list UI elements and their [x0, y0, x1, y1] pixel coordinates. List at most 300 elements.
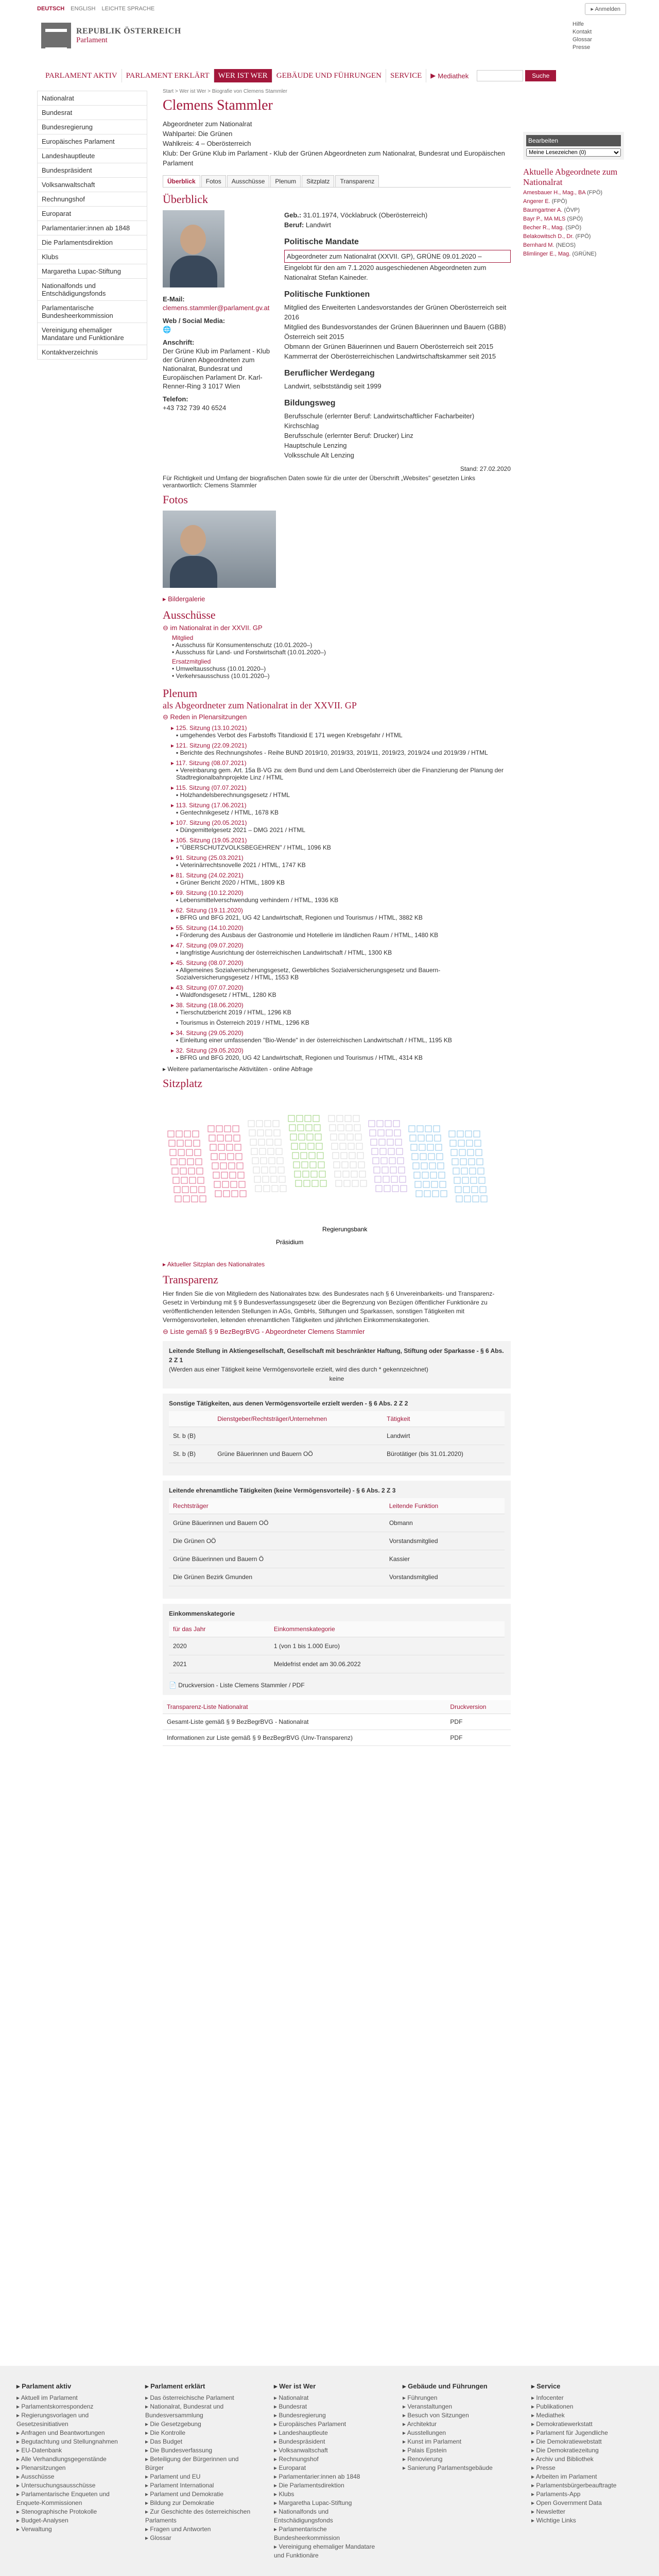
footer-link[interactable]: ▸ Bildung zur Demokratie	[145, 2499, 215, 2506]
table-row	[169, 1445, 505, 1463]
session-item	[163, 1047, 511, 1061]
footer-link[interactable]: ▸ Landeshauptleute	[274, 2429, 328, 2436]
session-date[interactable]: ▸ 38. Sitzung (18.06.2020)	[171, 1002, 244, 1009]
session-date[interactable]: ▸ 107. Sitzung (20.05.2021)	[171, 819, 247, 826]
gallery-link[interactable]: ▸ Bildergalerie	[163, 595, 511, 603]
table-header: Einkommenskategorie	[270, 1621, 505, 1637]
session-desc[interactable]: ▪ BFRG und BFG 2021, UG 42 Landwirtschaft, Regionen und Tourismus / HTML, 3882 KB	[176, 914, 423, 921]
session-date[interactable]: ▸ 121. Sitzung (22.09.2021)	[171, 742, 247, 749]
footer-link[interactable]: ▸ Volksanwaltschaft	[274, 2447, 328, 2454]
seat	[306, 1125, 312, 1131]
footer-link[interactable]: ▸ Parlament und Demokratie	[145, 2490, 224, 2498]
session-desc[interactable]: ▪ Grüner Bericht 2020 / HTML, 1809 KB	[176, 879, 285, 886]
session-date[interactable]: ▸ 43. Sitzung (07.07.2020)	[171, 984, 244, 991]
seat	[267, 1139, 273, 1145]
footer-link[interactable]: ▸ Verwaltung	[16, 2526, 52, 2533]
footer-link[interactable]: ▸ EU-Datenbank	[16, 2447, 62, 2454]
seat	[354, 1125, 360, 1131]
session-desc[interactable]: ▪ Veterinärrechtsnovelle 2021 / HTML, 1747 KB	[176, 861, 306, 869]
footer-link[interactable]: ▸ Mediathek	[531, 2412, 565, 2419]
footer-link[interactable]: ▸ Fragen und Antworten	[145, 2526, 211, 2533]
footer-link[interactable]: ▸ Open Government Data	[531, 2499, 602, 2506]
gallery-photo[interactable]	[163, 511, 276, 588]
member-link[interactable]: Bernhard M. (NEOS)	[523, 242, 576, 248]
footer-link[interactable]: ▸ Das österreichische Parlament	[145, 2394, 234, 2401]
footer-link[interactable]: ▸ Stenographische Protokolle	[16, 2508, 97, 2515]
nav-parlament-aktiv[interactable]: PARLAMENT AKTIV	[41, 69, 122, 82]
mediathek-link[interactable]: ▶ Mediathek	[430, 72, 469, 80]
seat	[237, 1163, 243, 1169]
leftnav-item[interactable]: Bundespräsident	[37, 163, 147, 178]
session-item	[163, 1002, 511, 1016]
page-title: Clemens Stammler	[163, 97, 273, 113]
footer-heading[interactable]: ▸ Service	[531, 2382, 561, 2390]
session-desc[interactable]: ▪ Holzhandelsberechnungsgesetz / HTML	[176, 791, 290, 799]
footer-link[interactable]: ▸ Veranstaltungen	[403, 2403, 453, 2410]
footer-link[interactable]: ▸ Ausschüsse	[16, 2473, 55, 2480]
footer-link[interactable]: ▸ Beteiligung der Bürgerinnen und Bürger	[145, 2455, 239, 2471]
leftnav-item[interactable]: Die Parlamentsdirektion	[37, 235, 147, 250]
footer-link[interactable]: ▸ Glossar	[145, 2534, 171, 2541]
seat	[395, 1139, 402, 1145]
footer-link[interactable]: ▸ Renovierung	[403, 2455, 443, 2463]
session-desc[interactable]: ▪ Vereinbarung gem. Art. 15a B-VG zw. dem Bund und dem Land Oberösterreich über die Finanzierung der Planung der Stadtregionalbahnprojekte Linz / HTML	[176, 767, 504, 781]
seat	[300, 1143, 306, 1149]
seat	[262, 1167, 268, 1173]
globe-icon[interactable]: 🌐	[163, 326, 171, 333]
session-date[interactable]: ▸ 34. Sitzung (29.05.2020)	[171, 1029, 244, 1037]
session-item	[163, 724, 511, 739]
member-link[interactable]: Bayr P., MA MLS (SPÖ)	[523, 216, 583, 222]
seat	[349, 1153, 355, 1159]
seat	[177, 1140, 183, 1146]
footer-heading[interactable]: ▸ Gebäude und Führungen	[403, 2382, 488, 2390]
seat	[169, 1140, 175, 1146]
seat	[473, 1196, 479, 1202]
footer-link[interactable]: ▸ Nationalfonds und Entschädigungsfonds	[274, 2508, 333, 2524]
footer-link[interactable]: ▸ Untersuchungsausschüsse	[16, 2482, 96, 2489]
table-header: Druckversion	[446, 1700, 511, 1714]
seat	[218, 1144, 224, 1150]
seat	[356, 1143, 362, 1149]
footer-link[interactable]: ▸ Publikationen	[531, 2403, 574, 2410]
footer-link[interactable]: ▸ Alle Verhandlungsgegenstände	[16, 2455, 107, 2463]
session-date[interactable]: ▸ 125. Sitzung (13.10.2021)	[171, 724, 247, 732]
footer-link[interactable]: ▸ Klubs	[274, 2490, 294, 2498]
seat	[394, 1130, 401, 1136]
session-date[interactable]: ▸ 113. Sitzung (17.06.2021)	[171, 802, 247, 809]
table-row	[163, 1714, 511, 1730]
seat	[254, 1176, 261, 1182]
seat	[215, 1191, 221, 1197]
seat	[314, 1125, 320, 1131]
seat	[219, 1154, 226, 1160]
sessions-list	[163, 724, 511, 1061]
seat	[240, 1191, 246, 1197]
service-links	[573, 21, 592, 52]
print-link[interactable]: 📄 Druckversion - Liste Clemens Stammler / PDF	[169, 1682, 305, 1689]
seat	[353, 1115, 359, 1122]
member-link[interactable]: Blimlinger E., Mag. (GRÜNE)	[523, 251, 597, 257]
seat	[415, 1181, 421, 1188]
seat	[382, 1167, 388, 1173]
search-input[interactable]	[477, 70, 523, 81]
seat	[197, 1168, 203, 1174]
seat	[441, 1191, 447, 1197]
seat	[475, 1140, 481, 1146]
session-date[interactable]: ▸ 91. Sitzung (25.03.2021)	[171, 854, 244, 861]
footer-link[interactable]: ▸ Zur Geschichte des österreichischen Parlaments	[145, 2508, 251, 2524]
footer-link[interactable]: ▸ Europäisches Parlament	[274, 2420, 346, 2428]
tab-transparency[interactable]: Transparenz	[335, 175, 379, 187]
seat	[261, 1158, 267, 1164]
seat	[417, 1126, 423, 1132]
seat	[265, 1121, 271, 1127]
bookmarks-select[interactable]	[526, 148, 621, 157]
seat-plan	[163, 1097, 492, 1252]
seat	[388, 1148, 394, 1155]
table-header	[169, 1411, 213, 1427]
tab-plenum[interactable]: Plenum	[270, 175, 301, 187]
breadcrumb: Start > Wer ist Wer > Biografie von Clemens Stammler	[163, 89, 287, 94]
session-date[interactable]: ▸ 62. Sitzung (19.11.2020)	[171, 907, 243, 914]
session-desc[interactable]: ▪ Allgemeines Sozialversicherungsgesetz, Gewerbliches Sozialversicherungsgesetz und Bauern-Sozialversicherungsgesetz / HTML, 1553 KB	[176, 967, 441, 981]
session-desc[interactable]: ▪ umgehendes Verbot des Farbstoffs Titandioxid E 171 wegen Krebsgefahr / HTML	[176, 732, 403, 739]
table-header: für das Jahr	[169, 1621, 270, 1637]
email-link[interactable]: clemens.stammler@parlament.gv.at	[163, 304, 270, 312]
seat	[378, 1130, 384, 1136]
leftnav-item[interactable]: Kontaktverzeichnis	[37, 345, 147, 360]
seat	[276, 1148, 282, 1155]
session-item	[163, 1019, 511, 1026]
footer-link[interactable]: ▸ Presse	[531, 2464, 556, 2471]
seat	[431, 1181, 438, 1188]
seat	[234, 1135, 240, 1141]
lang-easy[interactable]: LEICHTE SPRACHE	[101, 6, 155, 12]
table-row	[169, 1550, 505, 1568]
session-date[interactable]: ▸ 69. Sitzung (10.12.2020)	[171, 889, 244, 896]
seat	[259, 1148, 266, 1155]
footer-link[interactable]: ▸ Führungen	[403, 2394, 438, 2401]
leftnav-item[interactable]: Landeshauptleute	[37, 149, 147, 163]
tab-seat[interactable]: Sitzplatz	[302, 175, 334, 187]
session-desc[interactable]: ▪ Tourismus in Österreich 2019 / HTML, 1296 KB	[176, 1019, 309, 1026]
leftnav-item[interactable]: Bundesrat	[37, 106, 147, 120]
leftnav-item[interactable]: Europäisches Parlament	[37, 134, 147, 149]
footer-link[interactable]: ▸ Parlaments-App	[531, 2490, 581, 2498]
seat	[310, 1162, 316, 1168]
footer-link[interactable]: ▸ Budget-Analysen	[16, 2517, 68, 2524]
session-date[interactable]: ▸ 47. Sitzung (09.07.2020)	[171, 942, 244, 949]
session-item	[163, 889, 511, 904]
footer-link[interactable]: ▸ Begutachtung und Stellungnahmen	[16, 2438, 118, 2445]
session-date[interactable]: ▸ 45. Sitzung (08.07.2020)	[171, 959, 244, 967]
seat	[312, 1180, 318, 1187]
table-cell: 2020	[169, 1637, 270, 1655]
footer-heading[interactable]: ▸ Wer ist Wer	[274, 2382, 316, 2390]
seat	[233, 1126, 239, 1132]
seat	[480, 1187, 486, 1193]
session-item	[163, 837, 511, 851]
session-desc[interactable]: ▪ Förderung des Ausbaus der Gastronomie und Hotellerie im ländlichen Raum / HTML, 1480 KB	[176, 931, 439, 939]
government-bench-label: Regierungsbank	[322, 1226, 368, 1233]
footer-link[interactable]: ▸ Parlament für Jugendliche	[531, 2429, 608, 2436]
footer-link[interactable]: ▸ Bundesrat	[274, 2403, 307, 2410]
seat	[273, 1121, 279, 1127]
seat	[181, 1177, 187, 1183]
footer-link[interactable]: ▸ Wichtige Links	[531, 2517, 576, 2524]
language-switch	[37, 6, 154, 12]
footer-link[interactable]: ▸ Bundesregierung	[274, 2412, 326, 2419]
footer-link[interactable]: ▸ Die Demokratiewebstatt	[531, 2438, 602, 2445]
member-link[interactable]: Amesbauer H., Mag., BA (FPÖ)	[523, 190, 603, 196]
seat	[226, 1135, 232, 1141]
overview-title: Überblick	[163, 193, 208, 206]
footer-link[interactable]: ▸ Margaretha Lupac-Stiftung	[274, 2499, 352, 2506]
seat	[308, 1143, 314, 1149]
seat	[419, 1144, 425, 1150]
seat	[297, 1115, 303, 1122]
footer-link[interactable]: ▸ Nationalrat	[274, 2394, 309, 2401]
footer-link[interactable]: ▸ Architektur	[403, 2420, 437, 2428]
help-link[interactable]: Hilfe	[573, 21, 584, 27]
session-desc[interactable]: ▪ langfristige Ausrichtung der österreichischen Landwirtschaft / HTML, 1300 KB	[176, 949, 392, 956]
phone: +43 732 739 40 6524	[163, 404, 227, 412]
leftnav-item[interactable]: Margaretha Lupac-Stiftung	[37, 264, 147, 279]
leftnav-item[interactable]: Rechnungshof	[37, 192, 147, 207]
seat	[397, 1158, 404, 1164]
speeches-toggle[interactable]: ⊖ Reden in Plenarsitzungen	[163, 713, 247, 721]
footer-link[interactable]: ▸ Die Gesetzgebung	[145, 2420, 201, 2428]
session-desc[interactable]: ▪ BFRG und BFG 2020, UG 42 Landwirtschaft, Regionen und Tourismus / HTML, 4314 KB	[176, 1054, 423, 1061]
seat	[416, 1191, 422, 1197]
footer-link[interactable]: ▸ Parlamentarische Enqueten und Enquete-Kommissionen	[16, 2490, 110, 2506]
footer-link[interactable]: ▸ Demokratiewerkstatt	[531, 2420, 593, 2428]
nav-parlament-erklaert[interactable]: PARLAMENT ERKLÄRT	[122, 69, 214, 82]
seat	[274, 1130, 280, 1136]
nav-service[interactable]: SERVICE	[386, 69, 426, 82]
footer-link[interactable]: ▸ Arbeiten im Parlament	[531, 2473, 597, 2480]
session-date[interactable]: ▸ 115. Sitzung (07.07.2021)	[171, 784, 247, 791]
bookmarks-edit[interactable]: Bearbeiten	[526, 135, 621, 146]
leftnav-item[interactable]: Parlamentarische Bundesheerkommission	[37, 301, 147, 323]
leftnav-item[interactable]: Vereinigung ehemaliger Mandatare und Funktionäre	[37, 323, 147, 345]
seat	[335, 1171, 341, 1177]
seat	[196, 1159, 202, 1165]
footer-link[interactable]: ▸ Newsletter	[531, 2508, 566, 2515]
seat	[430, 1172, 437, 1178]
footer-link[interactable]: ▸ Archiv und Bibliothek	[531, 2455, 594, 2463]
member-link[interactable]: Belakowitsch D., Dr. (FPÖ)	[523, 233, 591, 240]
seat	[422, 1172, 428, 1178]
current-members-list	[523, 189, 624, 258]
leftnav-item[interactable]: Europarat	[37, 207, 147, 221]
glossary-link[interactable]: Glossar	[573, 37, 592, 43]
seat	[420, 1154, 426, 1160]
footer-link[interactable]: ▸ Parlamentskorrespondenz	[16, 2403, 94, 2410]
table-cell: Obmann	[385, 1514, 505, 1532]
footer-link[interactable]: ▸ Infocenter	[531, 2394, 564, 2401]
session-desc[interactable]: ▪ Einleitung einer umfassenden "Bio-Wende" in der österreichischen Landwirtschaft / HTML, 1195 KB	[176, 1037, 452, 1044]
footer-heading[interactable]: ▸ Parlament aktiv	[16, 2382, 72, 2390]
footer-link[interactable]: ▸ Die Demokratiezeitung	[531, 2447, 599, 2454]
footer-link[interactable]: ▸ Bundespräsident	[274, 2438, 325, 2445]
seat	[185, 1140, 192, 1146]
seat	[346, 1125, 352, 1131]
session-date[interactable]: ▸ 117. Sitzung (08.07.2021)	[171, 759, 247, 767]
footer-link[interactable]: ▸ Parlamentsbürgerbeauftragte	[531, 2482, 617, 2489]
tab-overview[interactable]: Überblick	[163, 175, 200, 187]
member-link[interactable]: Becher R., Mag. (SPÖ)	[523, 225, 582, 231]
seat	[309, 1153, 315, 1159]
session-date[interactable]: ▸ 81. Sitzung (24.02.2021)	[171, 872, 244, 879]
footer-link[interactable]: ▸ Die Kontrolle	[145, 2429, 186, 2436]
leftnav-item[interactable]: Volksanwaltschaft	[37, 178, 147, 192]
seat	[375, 1176, 381, 1182]
footer-link[interactable]: ▸ Parlament International	[145, 2482, 214, 2489]
session-item	[163, 959, 511, 981]
seat	[347, 1134, 353, 1140]
seat	[425, 1126, 431, 1132]
seat	[389, 1158, 395, 1164]
footer-link[interactable]: ▸ Europarat	[274, 2464, 306, 2471]
session-desc[interactable]: ▪ "ÜBERSCHUTZVOLKSBEGEHREN" / HTML, 1096 KB	[176, 844, 331, 851]
session-date[interactable]: ▸ 105. Sitzung (19.05.2021)	[171, 837, 247, 844]
left-nav	[37, 91, 147, 360]
footer-link[interactable]: ▸ Sanierung Parlamentsgebäude	[403, 2464, 493, 2471]
seat	[462, 1177, 469, 1183]
seat	[299, 1134, 305, 1140]
footer-link[interactable]: ▸ Rechnungshof	[274, 2455, 319, 2463]
tab-committees[interactable]: Ausschüsse	[227, 175, 270, 187]
footer-link[interactable]: ▸ Parlamentarische Bundesheerkommission	[274, 2526, 340, 2541]
session-desc[interactable]: ▪ Tierschutzbericht 2019 / HTML, 1296 KB	[176, 1009, 291, 1016]
session-desc[interactable]: ▪ Düngemittelgesetz 2021 – DMG 2021 / HTML	[176, 826, 306, 834]
footer-link[interactable]: ▸ Die Bundesverfassung	[145, 2447, 213, 2454]
footer-link[interactable]: ▸ Parlamentarier:innen ab 1848	[274, 2473, 360, 2480]
seat	[266, 1130, 272, 1136]
address: Der Grüne Klub im Parlament - Klub der Grünen Abgeordneten zum Nationalrat, Bundesrat und Europäischen Parlament Dr. Karl-Renner-Ring 3 1017 Wien	[163, 347, 270, 390]
top-bar	[0, 0, 659, 18]
seat	[277, 1158, 283, 1164]
table-cell: Informationen zur Liste gemäß § 9 BezBegrBVG (Unv-Transparenz)	[163, 1730, 446, 1746]
footer-link[interactable]: ▸ Das Budget	[145, 2438, 183, 2445]
seat	[355, 1134, 361, 1140]
seat	[393, 1121, 400, 1127]
seat	[199, 1187, 205, 1193]
right-sidebar: Bearbeiten Meine Lesezeichen (0) Aktuelle Abgeordnete zum Nationalrat Amesbauer H., Mag., BA (FPÖ) Angerer E. (FPÖ) Baumgartner A. (ÖVP) Bayr P., MA MLS (SPÖ) Becher R., Mag. (SPÖ) Belakowitsch D., Dr. (FPÖ) Bernhard M. (NEOS) Blimlinger E., Mag. (GRÜNE)	[523, 132, 624, 259]
seat-plan-link[interactable]: ▸ Aktueller Sitzplan des Nationalrates	[163, 1261, 265, 1268]
footer-link[interactable]: ▸ Vereinigung ehemaliger Mandatare und Funktionäre	[274, 2543, 375, 2559]
member-link[interactable]: Angerer E. (FPÖ)	[523, 198, 567, 205]
footer-link[interactable]: ▸ Anfragen und Beantwortungen	[16, 2429, 105, 2436]
logo-line2: Parlament	[76, 36, 108, 44]
footer-link[interactable]: ▸ Ausstellungen	[403, 2429, 446, 2436]
press-link[interactable]: Presse	[573, 44, 591, 50]
session-item	[163, 872, 511, 886]
session-desc[interactable]: ▪ Waldfondsgesetz / HTML, 1280 KB	[176, 991, 276, 998]
session-date[interactable]: ▸ 32. Sitzung (29.05.2020)	[171, 1047, 244, 1054]
seat	[258, 1139, 265, 1145]
transparency-list-toggle[interactable]: ⊖ Liste gemäß § 9 BezBegrBVG - Abgeordneter Clemens Stammler	[163, 1328, 365, 1335]
seat	[173, 1177, 179, 1183]
leftnav-item[interactable]: Nationalfonds und Entschädigungsfonds	[37, 279, 147, 301]
nav-gebaeude[interactable]: GEBÄUDE UND FÜHRUNGEN	[272, 69, 386, 82]
session-desc[interactable]: ▪ Lebensmittelverschwendung verhindern / HTML, 1936 KB	[176, 896, 339, 904]
seat	[256, 1121, 263, 1127]
seat	[474, 1131, 480, 1137]
footer-link[interactable]: ▸ Parlament und EU	[145, 2473, 201, 2480]
table-cell: Gesamt-Liste gemäß § 9 BezBegrBVG - Nationalrat	[163, 1714, 446, 1730]
seat	[294, 1171, 301, 1177]
footer-link[interactable]: ▸ Nationalrat, Bundesrat und Bundesversammlung	[145, 2403, 224, 2419]
seat	[435, 1135, 441, 1141]
footer-link[interactable]: ▸ Die Parlamentsdirektion	[274, 2482, 344, 2489]
seat	[472, 1187, 478, 1193]
footer-link[interactable]: ▸ Palais Epstein	[403, 2447, 447, 2454]
tab-photos[interactable]: Fotos	[201, 175, 226, 187]
session-desc[interactable]: ▪ Gentechnikgesetz / HTML, 1678 KB	[176, 809, 279, 816]
seat	[369, 1121, 375, 1127]
nav-wer-ist-wer[interactable]: WER IST WER	[214, 69, 272, 82]
member-link[interactable]: Baumgartner A. (ÖVP)	[523, 207, 580, 213]
footer-link[interactable]: ▸ Aktuell im Parlament	[16, 2394, 78, 2401]
seat	[377, 1121, 383, 1127]
seat	[248, 1121, 254, 1127]
seat	[358, 1162, 365, 1168]
seat	[465, 1131, 472, 1137]
seat	[193, 1131, 199, 1137]
lang-de[interactable]: DEUTSCH	[37, 6, 65, 12]
leftnav-item[interactable]: Parlamentarier:innen ab 1848	[37, 221, 147, 235]
seat	[319, 1171, 325, 1177]
session-item	[163, 819, 511, 834]
session-date[interactable]: ▸ 55. Sitzung (14.10.2020)	[171, 924, 244, 931]
footer-link[interactable]: ▸ Kunst im Parlament	[403, 2438, 462, 2445]
committees-gp-toggle[interactable]: ⊖ im Nationalrat in der XXVII. GP	[163, 624, 263, 632]
parliament-logo-icon	[41, 23, 71, 48]
seat	[449, 1131, 455, 1137]
seat	[437, 1154, 443, 1160]
login-button[interactable]: ▸ Anmelden	[585, 3, 626, 15]
leftnav-item[interactable]: Nationalrat	[37, 91, 147, 106]
footer-heading[interactable]: ▸ Parlament erklärt	[145, 2382, 205, 2390]
logo[interactable]	[41, 23, 181, 48]
footer-link[interactable]: ▸ Besuch von Sitzungen	[403, 2412, 469, 2419]
contact-link[interactable]: Kontakt	[573, 29, 592, 35]
leftnav-item[interactable]: Klubs	[37, 250, 147, 264]
lang-en[interactable]: ENGLISH	[71, 6, 96, 12]
table-cell: Landwirt	[383, 1427, 505, 1445]
seat	[452, 1159, 458, 1165]
logo-line1: REPUBLIK ÖSTERREICH	[76, 26, 181, 36]
session-desc[interactable]: ▪ Berichte des Rechnungshofes - Reihe BUND 2019/10, 2019/33, 2019/11, 2019/23, 2019/24 und 2019/39 / HTML	[176, 749, 488, 756]
more-activities-link[interactable]: ▸ Weitere parlamentarische Aktivitäten - online Abfrage	[163, 1065, 313, 1073]
seat	[224, 1126, 231, 1132]
seat	[292, 1153, 299, 1159]
session-item	[163, 759, 511, 781]
leftnav-item[interactable]: Bundesregierung	[37, 120, 147, 134]
seat	[211, 1154, 217, 1160]
seat	[471, 1177, 477, 1183]
footer-link[interactable]: ▸ Plenarsitzungen	[16, 2464, 66, 2471]
final-table	[163, 1700, 511, 1746]
seat	[317, 1153, 323, 1159]
search-button[interactable]: Suche	[525, 70, 556, 81]
footer-link[interactable]: ▸ Regierungsvorlagen und Gesetzesinitiativen	[16, 2412, 89, 2428]
seat	[264, 1185, 270, 1192]
seat	[331, 1134, 337, 1140]
